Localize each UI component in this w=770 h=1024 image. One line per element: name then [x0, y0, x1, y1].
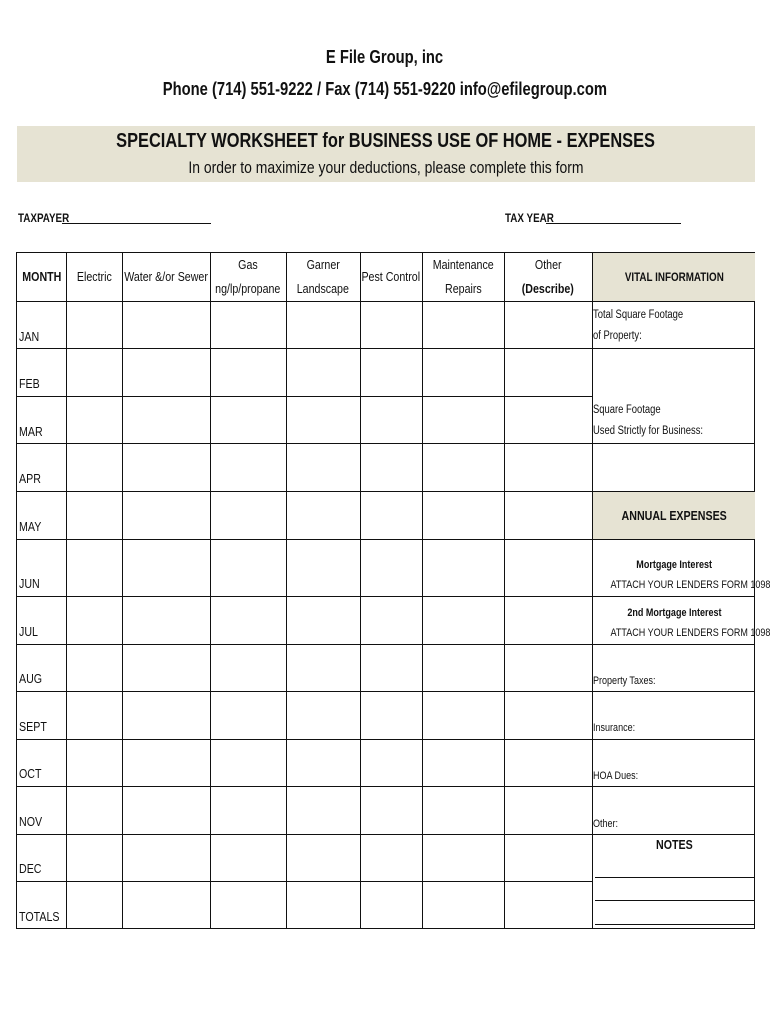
tax-year-field[interactable]	[546, 223, 681, 224]
column-divider	[422, 253, 423, 928]
row-divider	[17, 881, 592, 882]
column-divider	[122, 253, 123, 928]
column-divider	[286, 253, 287, 928]
hoa-dues-field[interactable]: HOA Dues:	[593, 770, 639, 782]
contact-info: Phone (714) 551-9222 / Fax (714) 551-9220 info@efilegroup.com	[162, 79, 608, 99]
column-header-pest-control: Pest Control	[361, 269, 421, 284]
worksheet-subtitle: In order to maximize your deductions, please complete this form	[188, 158, 584, 177]
column-divider	[210, 253, 211, 928]
month-label-jan: JAN	[19, 329, 40, 344]
notes-line[interactable]	[595, 924, 755, 925]
other-expense-field[interactable]: Other:	[593, 818, 619, 830]
tax-year-label: TAX YEAR	[505, 211, 554, 225]
business-square-footage-label[interactable]: Square Footage Used Strictly for Business:	[593, 404, 704, 437]
column-divider	[66, 253, 67, 928]
column-header-electric: Electric	[76, 269, 112, 284]
month-label-feb: FEB	[19, 376, 40, 391]
row-divider	[17, 539, 754, 540]
month-label-jun: JUN	[19, 576, 40, 591]
month-label-sept: SEPT	[19, 719, 47, 734]
column-header-other: Other (Describe)	[521, 257, 575, 296]
notes-line[interactable]	[595, 877, 755, 878]
column-header-water: Water &/or Sewer	[124, 269, 208, 284]
column-header-month: MONTH	[21, 269, 62, 284]
notes-label: NOTES	[655, 837, 693, 852]
month-label-dec: DEC	[19, 861, 42, 876]
row-divider	[17, 396, 592, 397]
annual-expenses-header: ANNUAL EXPENSES	[593, 492, 755, 539]
total-square-footage-label[interactable]: Total Square Footage of Property:	[593, 309, 684, 342]
row-divider	[17, 596, 754, 597]
month-label-totals: TOTALS	[19, 909, 60, 924]
property-taxes-field[interactable]: Property Taxes:	[593, 675, 656, 687]
notes-line[interactable]	[595, 900, 755, 901]
row-divider	[17, 739, 754, 740]
row-divider	[17, 443, 754, 444]
taxpayer-field[interactable]	[62, 223, 211, 224]
month-label-aug: AUG	[19, 671, 43, 686]
company-name: E File Group, inc	[326, 47, 444, 67]
column-header-maintenance: Maintenance Repairs	[432, 257, 494, 296]
month-label-may: MAY	[19, 519, 42, 534]
title-banner	[17, 126, 755, 182]
row-divider	[17, 834, 754, 835]
column-header-landscape: Garner Landscape	[296, 257, 350, 296]
second-mortgage-interest-field[interactable]: 2nd Mortgage Interest ATTACH YOUR LENDERS FORM 1098	[610, 607, 770, 639]
month-label-nov: NOV	[19, 814, 43, 829]
taxpayer-label: TAXPAYER	[18, 211, 70, 225]
worksheet-title: SPECIALTY WORKSHEET for BUSINESS USE OF HOME - EXPENSES	[116, 130, 656, 152]
month-label-apr: APR	[19, 471, 41, 486]
column-header-gas: Gas ng/lp/propane	[215, 257, 281, 296]
column-divider	[504, 253, 505, 928]
month-label-oct: OCT	[19, 766, 42, 781]
column-divider	[360, 253, 361, 928]
expense-table	[16, 252, 770, 929]
row-divider	[17, 348, 754, 349]
row-divider	[17, 644, 754, 645]
row-divider	[17, 301, 754, 302]
insurance-field[interactable]: Insurance:	[593, 722, 636, 734]
month-label-jul: JUL	[19, 624, 38, 639]
vital-information-header: VITAL INFORMATION	[593, 253, 755, 301]
month-label-mar: MAR	[19, 424, 43, 439]
mortgage-interest-field[interactable]: Mortgage Interest ATTACH YOUR LENDERS FORM 1098	[610, 559, 770, 591]
